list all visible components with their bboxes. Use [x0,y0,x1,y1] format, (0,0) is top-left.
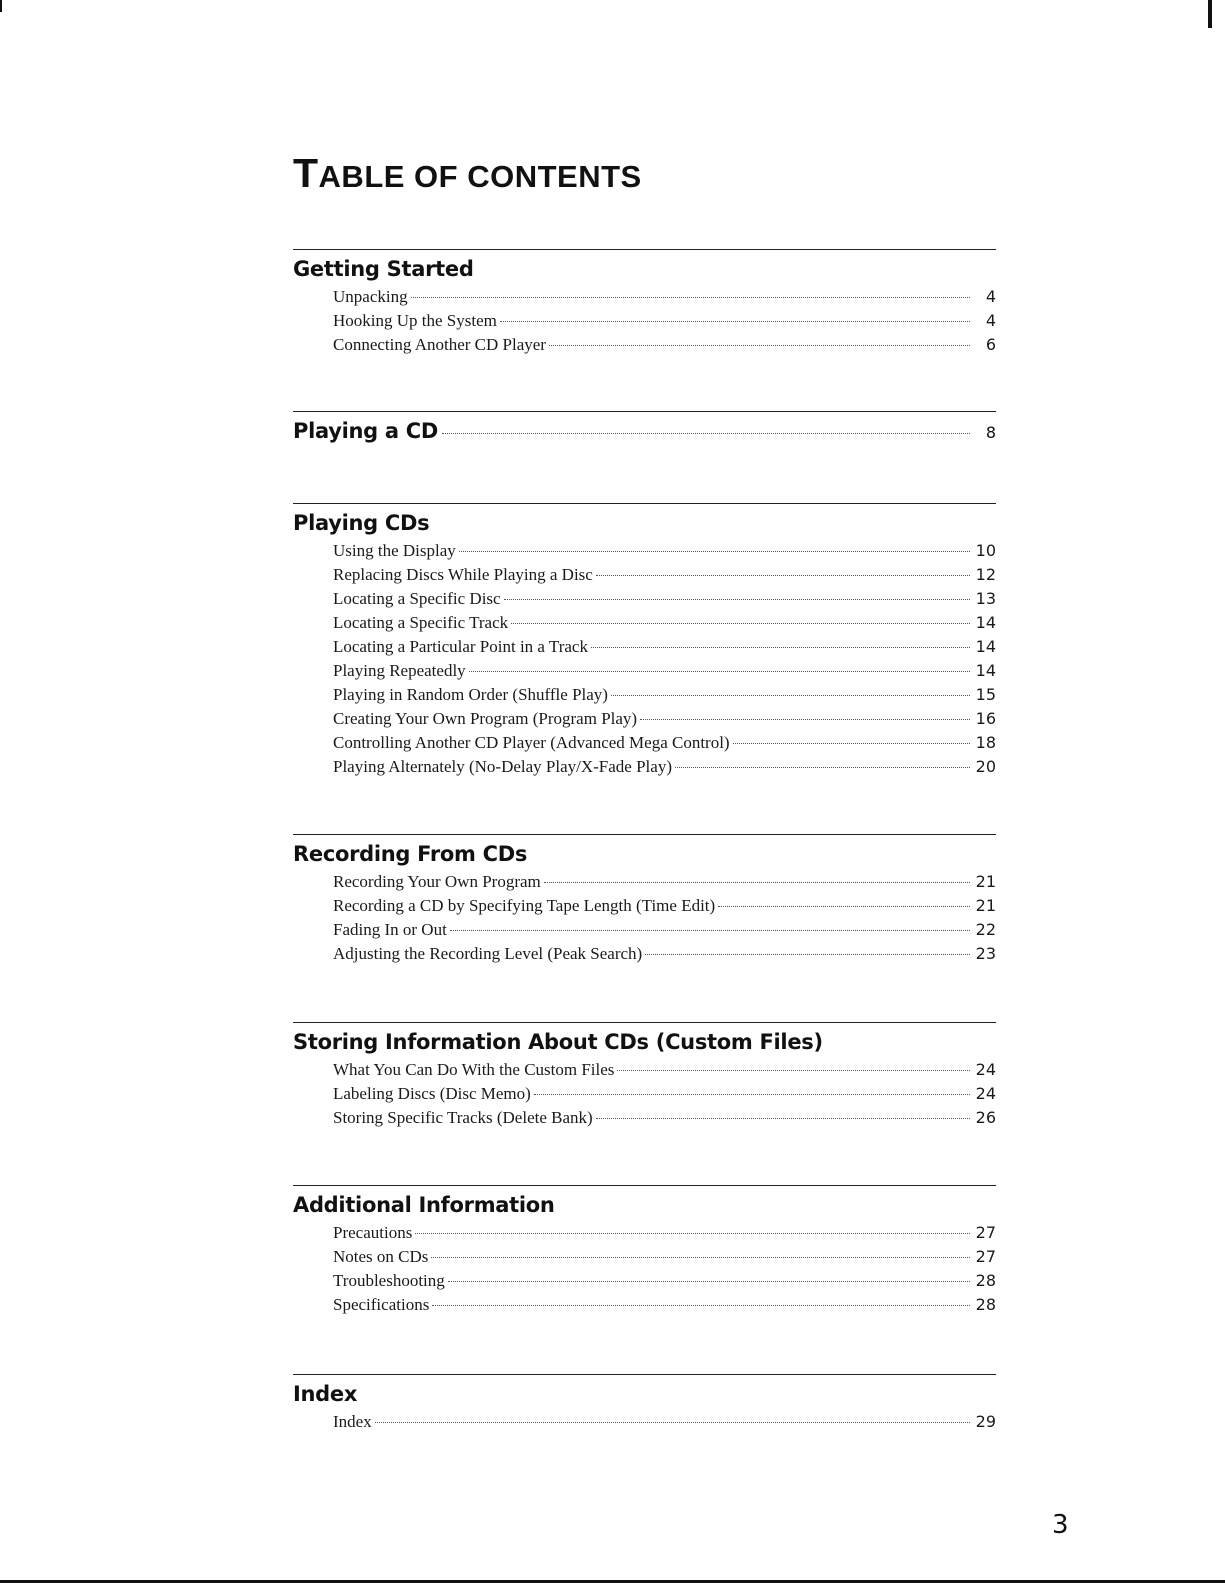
dot-leader [675,767,970,768]
entry-page: 21 [975,872,996,891]
dot-leader [591,647,970,648]
entry-label: Hooking Up the System [333,311,497,330]
entry-label: Recording a CD by Specifying Tape Length (Time Edit) [333,896,716,915]
entry-page: 26 [975,1108,996,1127]
entry-page: 14 [975,637,996,656]
dot-leader [617,1070,970,1071]
entry-page: 28 [975,1271,996,1290]
section-rule [293,503,996,504]
entry-page: 10 [975,541,996,560]
toc-entry[interactable] [333,944,996,968]
entry-label: Precautions [333,1223,413,1242]
entry-page: 27 [975,1223,996,1242]
section-rule [293,834,996,835]
page-number: 3 [1052,1510,1069,1540]
section-rule [293,411,996,412]
dot-leader [459,551,970,552]
title-rest: ABLE OF CONTENTS [318,159,642,194]
section-rule [293,1022,996,1023]
toc-entry[interactable] [333,1412,996,1436]
entry-label: Connecting Another CD Player [333,335,546,354]
section-heading: Storing Information About CDs (Custom Files) [293,1030,823,1054]
dot-leader [544,882,970,883]
toc-entry[interactable] [333,613,996,637]
toc-entry[interactable] [333,1271,996,1295]
entry-label: Creating Your Own Program (Program Play) [333,709,638,728]
entry-page: 21 [975,896,996,915]
section-index [293,1374,996,1436]
dot-leader [549,345,970,346]
entry-page: 6 [985,335,996,354]
section-heading: Playing a CD [293,419,439,443]
section-heading: Getting Started [293,257,474,281]
toc-entry[interactable] [333,1247,996,1271]
section-custom-files [293,1022,996,1132]
entry-page: 24 [975,1060,996,1079]
section-playing-cds [293,503,996,781]
dot-leader [432,1305,970,1306]
entry-page: 4 [985,311,996,330]
entry-label: Labeling Discs (Disc Memo) [333,1084,531,1103]
entry-label: Locating a Particular Point in a Track [333,637,588,656]
entry-page: 15 [975,685,996,704]
entry-page: 27 [975,1247,996,1266]
toc-entry[interactable] [333,637,996,661]
entry-list [333,1060,996,1132]
dot-leader [733,743,970,744]
toc-entry[interactable] [333,565,996,589]
section-heading: Playing CDs [293,511,430,535]
section-rule [293,1374,996,1375]
entry-page: 4 [985,287,996,306]
entry-page: 12 [975,565,996,584]
entry-label: What You Can Do With the Custom Files [333,1060,615,1079]
entry-label: Troubleshooting [333,1271,445,1290]
section-heading: Recording From CDs [293,842,528,866]
toc-entry[interactable] [333,896,996,920]
dot-leader [500,321,970,322]
entry-list [333,1223,996,1319]
entry-page: 8 [985,423,996,442]
dot-leader [596,1118,970,1119]
title-initial: T [293,150,319,196]
dot-leader [415,1233,970,1234]
toc-entry[interactable] [333,287,996,311]
section-playing-a-cd [293,411,996,443]
entry-label: Controlling Another CD Player (Advanced Mega Control) [333,733,730,752]
entry-label: Storing Specific Tracks (Delete Bank) [333,1108,593,1127]
entry-label: Using the Display [333,541,456,560]
section-rule [293,249,996,250]
toc-heading-entry[interactable] [293,419,996,443]
dot-leader [718,906,970,907]
dot-leader [411,297,970,298]
entry-label: Adjusting the Recording Level (Peak Search) [333,944,643,963]
entry-list [333,1412,996,1436]
dot-leader [534,1094,970,1095]
dot-leader [431,1257,970,1258]
dot-leader [469,671,970,672]
entry-list [333,872,996,968]
dot-leader [375,1422,970,1423]
dot-leader [442,433,970,434]
toc-entry[interactable] [333,709,996,733]
toc-entry[interactable] [333,1060,996,1084]
section-heading: Additional Information [293,1193,555,1217]
section-additional-information [293,1185,996,1319]
entry-label: Index [333,1412,372,1431]
toc-entry[interactable] [333,1295,996,1319]
page-title [293,150,642,197]
dot-leader [504,599,970,600]
toc-entry[interactable] [333,541,996,565]
scan-edge-mark [1208,0,1212,28]
toc-entry[interactable] [333,335,996,359]
dot-leader [511,623,970,624]
entry-page: 29 [975,1412,996,1431]
section-rule [293,1185,996,1186]
toc-entry[interactable] [333,661,996,685]
entry-page: 18 [975,733,996,752]
section-recording [293,834,996,968]
entry-label: Locating a Specific Disc [333,589,501,608]
dot-leader [611,695,970,696]
dot-leader [645,954,970,955]
dot-leader [448,1281,970,1282]
toc-entry[interactable] [333,685,996,709]
scan-edge-mark [0,0,2,12]
entry-label: Specifications [333,1295,430,1314]
entry-label: Fading In or Out [333,920,447,939]
entry-page: 24 [975,1084,996,1103]
entry-label: Playing Repeatedly [333,661,466,680]
entry-page: 13 [975,589,996,608]
section-heading: Index [293,1382,358,1406]
entry-page: 16 [975,709,996,728]
entry-page: 28 [975,1295,996,1314]
toc-entry[interactable] [333,920,996,944]
toc-entry[interactable] [333,733,996,757]
dot-leader [450,930,970,931]
entry-list [333,287,996,359]
toc-entry[interactable] [333,872,996,896]
toc-entry[interactable] [333,1223,996,1247]
entry-page: 14 [975,613,996,632]
dot-leader [596,575,970,576]
section-getting-started [293,249,996,359]
toc-entry[interactable] [333,1084,996,1108]
entry-label: Unpacking [333,287,408,306]
toc-entry[interactable] [333,757,996,781]
entry-label: Locating a Specific Track [333,613,509,632]
entry-label: Notes on CDs [333,1247,429,1266]
toc-entry[interactable] [333,1108,996,1132]
entry-label: Replacing Discs While Playing a Disc [333,565,593,584]
entry-page: 22 [975,920,996,939]
toc-entry[interactable] [333,311,996,335]
entry-page: 14 [975,661,996,680]
entry-label: Playing in Random Order (Shuffle Play) [333,685,608,704]
entry-page: 20 [975,757,996,776]
entry-label: Playing Alternately (No-Delay Play/X-Fade Play) [333,757,672,776]
dot-leader [640,719,970,720]
entry-label: Recording Your Own Program [333,872,541,891]
entry-page: 23 [975,944,996,963]
toc-entry[interactable] [333,589,996,613]
entry-list [333,541,996,781]
